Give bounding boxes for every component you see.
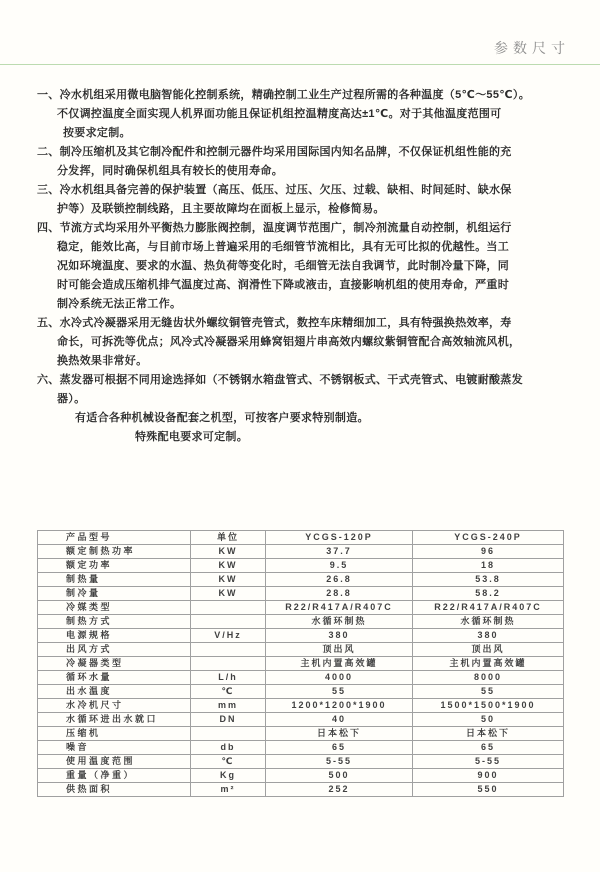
spec-value-cell: 8000 bbox=[413, 671, 564, 685]
spec-value-cell: 500 bbox=[266, 769, 413, 783]
table-row bbox=[38, 657, 564, 671]
spec-value-cell: 1200*1200*1900 bbox=[266, 699, 413, 713]
spec-value-cell bbox=[191, 643, 266, 657]
spec-value-cell: 水循环制热 bbox=[413, 615, 564, 629]
spec-value-cell: R22/R417A/R407C bbox=[413, 601, 564, 615]
spec-value-cell: 1500*1500*1900 bbox=[413, 699, 564, 713]
table-row bbox=[38, 699, 564, 713]
spec-label-cell: 额定制热功率 bbox=[38, 545, 191, 559]
spec-value-cell: 96 bbox=[413, 545, 564, 559]
table-row bbox=[38, 755, 564, 769]
spec-table bbox=[37, 530, 564, 797]
spec-value-cell: 40 bbox=[266, 713, 413, 727]
table-row bbox=[38, 671, 564, 685]
text-line: 六、蒸发器可根据不同用途选择如（不锈钢水箱盘管式、不锈钢板式、干式壳管式、电镀耐酸蒸发 bbox=[37, 374, 523, 386]
table-row bbox=[38, 783, 564, 797]
text-line: 三、冷水机组具备完善的保护装置（高压、低压、过压、欠压、过载、缺相、时间延时、缺水保 bbox=[37, 184, 512, 196]
text-line: 制冷系统无法正常工作。 bbox=[57, 298, 182, 310]
spec-value-cell: 单位 bbox=[191, 531, 266, 545]
spec-value-cell: 550 bbox=[413, 783, 564, 797]
spec-value-cell: db bbox=[191, 741, 266, 755]
text-line: 二、制冷压缩机及其它制冷配件和控制元器件均采用国际国内知名品牌，不仅保证机组性能的充 bbox=[37, 146, 512, 158]
paragraph bbox=[0, 219, 600, 314]
spec-label-cell: 出水温度 bbox=[38, 685, 191, 699]
spec-label-cell: 出风方式 bbox=[38, 643, 191, 657]
spec-value-cell: 53.8 bbox=[413, 573, 564, 587]
spec-label-cell: 制热量 bbox=[38, 573, 191, 587]
spec-label-cell: 产品型号 bbox=[38, 531, 191, 545]
header-divider-line bbox=[0, 64, 600, 65]
spec-label-cell: 电源规格 bbox=[38, 629, 191, 643]
paragraph bbox=[0, 143, 600, 181]
text-line: 器）。 bbox=[57, 393, 86, 405]
spec-value-cell bbox=[191, 615, 266, 629]
spec-value-cell: 26.8 bbox=[266, 573, 413, 587]
spec-value-cell: 900 bbox=[413, 769, 564, 783]
table-row bbox=[38, 769, 564, 783]
spec-value-cell: DN bbox=[191, 713, 266, 727]
spec-label-cell: 供热面积 bbox=[38, 783, 191, 797]
spec-value-cell: KW bbox=[191, 559, 266, 573]
table-row bbox=[38, 685, 564, 699]
spec-value-cell: mm bbox=[191, 699, 266, 713]
spec-value-cell: YCGS-240P bbox=[413, 531, 564, 545]
spec-value-cell: 65 bbox=[413, 741, 564, 755]
paragraph bbox=[0, 181, 600, 219]
spec-value-cell: 380 bbox=[413, 629, 564, 643]
spec-value-cell: Kg bbox=[191, 769, 266, 783]
table-row bbox=[38, 559, 564, 573]
spec-value-cell: ℃ bbox=[191, 685, 266, 699]
spec-value-cell: 380 bbox=[266, 629, 413, 643]
spec-label-cell: 冷凝器类型 bbox=[38, 657, 191, 671]
spec-value-cell: 4000 bbox=[266, 671, 413, 685]
spec-value-cell: m² bbox=[191, 783, 266, 797]
spec-label-cell: 制冷量 bbox=[38, 587, 191, 601]
spec-value-cell: 65 bbox=[266, 741, 413, 755]
spec-value-cell: 5-55 bbox=[413, 755, 564, 769]
spec-label-cell: 压缩机 bbox=[38, 727, 191, 741]
table-header-row bbox=[38, 531, 564, 545]
page-title: 参数尺寸 bbox=[494, 40, 570, 56]
spec-value-cell: 主机内置高效罐 bbox=[413, 657, 564, 671]
table-row bbox=[38, 573, 564, 587]
spec-value-cell: 9.5 bbox=[266, 559, 413, 573]
text-line: 一、冷水机组采用微电脑智能化控制系统，精确控制工业生产过程所需的各种温度（5℃～55℃）。 bbox=[37, 89, 530, 101]
spec-label-cell: 水冷机尺寸 bbox=[38, 699, 191, 713]
spec-value-cell: 日本松下 bbox=[266, 727, 413, 741]
spec-value-cell: 顶出风 bbox=[413, 643, 564, 657]
table-row bbox=[38, 601, 564, 615]
spec-value-cell: 50 bbox=[413, 713, 564, 727]
text-line: 时可能会造成压缩机排气温度过高、润滑性下降或液击，直接影响机组的使用寿命，严重时 bbox=[57, 279, 509, 291]
text-line: 护等）及联锁控制线路，且主要故障均在面板上显示，检修简易。 bbox=[57, 203, 385, 215]
text-line: 五、水冷式冷凝器采用无缝齿状外螺纹铜管壳管式，数控车床精细加工，具有特强换热效率，寿 bbox=[37, 317, 512, 329]
spec-value-cell: L/h bbox=[191, 671, 266, 685]
text-line: 命长，可拆洗等优点；风冷式冷凝器采用蜂窝铝翅片串高效内螺纹紫铜管配合高效轴流风机， bbox=[57, 336, 521, 348]
spec-value-cell: ℃ bbox=[191, 755, 266, 769]
text-line: 按要求定制。 bbox=[63, 127, 131, 139]
table-row bbox=[38, 545, 564, 559]
text-line: 换热效果非常好。 bbox=[57, 355, 148, 367]
spec-label-cell: 冷媒类型 bbox=[38, 601, 191, 615]
spec-value-cell: V/Hz bbox=[191, 629, 266, 643]
spec-value-cell: 28.8 bbox=[266, 587, 413, 601]
spec-value-cell: YCGS-120P bbox=[266, 531, 413, 545]
spec-value-cell: 水循环制热 bbox=[266, 615, 413, 629]
spec-value-cell: 5-55 bbox=[266, 755, 413, 769]
spec-label-cell: 水循环进出水就口 bbox=[38, 713, 191, 727]
spec-value-cell: 55 bbox=[266, 685, 413, 699]
spec-value-cell bbox=[191, 727, 266, 741]
spec-label-cell: 循环水量 bbox=[38, 671, 191, 685]
text-line: 况如环境温度、要求的水温、热负荷等变化时，毛细管无法自我调节，此时制冷量下降，同 bbox=[57, 260, 509, 272]
text-line: 稳定，能效比高，与目前市场上普遍采用的毛细管节流相比，具有无可比拟的优越性。当工 bbox=[57, 241, 509, 253]
paragraph bbox=[0, 371, 600, 447]
spec-value-cell bbox=[191, 601, 266, 615]
table-row bbox=[38, 587, 564, 601]
spec-value-cell: 252 bbox=[266, 783, 413, 797]
text-line: 有适合各种机械设备配套之机型，可按客户要求特别制造。 bbox=[75, 412, 369, 424]
spec-label-cell: 制热方式 bbox=[38, 615, 191, 629]
spec-value-cell: 37.7 bbox=[266, 545, 413, 559]
table-row bbox=[38, 727, 564, 741]
spec-value-cell: 58.2 bbox=[413, 587, 564, 601]
table-row bbox=[38, 713, 564, 727]
spec-value-cell: R22/R417A/R407C bbox=[266, 601, 413, 615]
text-line: 四、节流方式均采用外平衡热力膨胀阀控制，温度调节范围广，制冷剂流量自动控制，机组运行 bbox=[37, 222, 512, 234]
table-row bbox=[38, 741, 564, 755]
spec-value-cell: KW bbox=[191, 545, 266, 559]
paragraph bbox=[0, 86, 600, 143]
spec-value-cell: 主机内置高效罐 bbox=[266, 657, 413, 671]
page-header bbox=[0, 0, 600, 58]
text-line: 不仅调控温度全面实现人机界面功能且保证机组控温精度高达±1℃。对于其他温度范围可 bbox=[57, 108, 502, 120]
spec-label-cell: 重量（净重） bbox=[38, 769, 191, 783]
text-line: 分发挥，同时确保机组具有较长的使用寿命。 bbox=[57, 165, 283, 177]
spec-label-cell: 额定功率 bbox=[38, 559, 191, 573]
spec-value-cell: KW bbox=[191, 587, 266, 601]
spec-table-body bbox=[38, 531, 564, 797]
table-row bbox=[38, 629, 564, 643]
spec-value-cell: 18 bbox=[413, 559, 564, 573]
paragraph bbox=[0, 314, 600, 371]
feature-list bbox=[0, 86, 600, 447]
text-line: 特殊配电要求可定制。 bbox=[135, 431, 248, 443]
spec-label-cell: 噪音 bbox=[38, 741, 191, 755]
spec-label-cell: 使用温度范围 bbox=[38, 755, 191, 769]
spec-value-cell: 日本松下 bbox=[413, 727, 564, 741]
spec-value-cell: KW bbox=[191, 573, 266, 587]
table-row bbox=[38, 615, 564, 629]
spec-value-cell bbox=[191, 657, 266, 671]
spec-value-cell: 55 bbox=[413, 685, 564, 699]
spec-value-cell: 顶出风 bbox=[266, 643, 413, 657]
table-row bbox=[38, 643, 564, 657]
